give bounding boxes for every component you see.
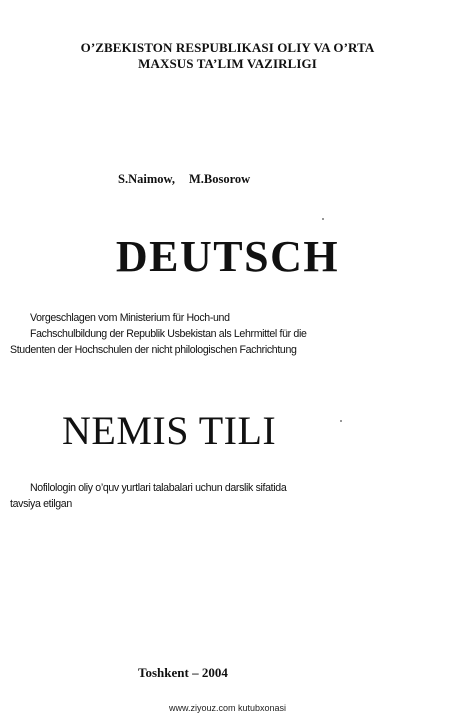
scan-speck	[340, 420, 342, 422]
title-uzbek: NEMIS TILI	[62, 408, 277, 453]
description-german-line-3: Studenten der Hochschulen der nicht philologischen Fachrichtung	[10, 344, 297, 356]
description-german-line-2: Fachschulbildung der Republik Usbekistan als Lehrmittel für die	[30, 328, 307, 340]
title-german: DEUTSCH	[115, 232, 340, 281]
scan-speck	[322, 218, 324, 220]
description-uzbek-line-1: Nofilologin oliy o’quv yurtlari talabalari uchun darslik sifatida	[30, 482, 287, 494]
description-uzbek-line-2: tavsiya etilgan	[10, 498, 72, 510]
authors	[118, 172, 250, 187]
ministry-line-1: O’ZBEKISTON RESPUBLIKASI OLIY VA O’RTA	[80, 40, 375, 55]
author-1: S.Naimow,	[118, 172, 175, 186]
ministry-line-2: MAXSUS TA’LIM VAZIRLIGI	[138, 56, 317, 71]
footer-watermark[interactable]: www.ziyouz.com kutubxonasi	[168, 703, 287, 713]
author-2: M.Bosorow	[188, 172, 251, 186]
imprint: Toshkent – 2004	[138, 665, 228, 680]
description-german-line-1: Vorgeschlagen vom Ministerium für Hoch-und	[30, 312, 230, 324]
